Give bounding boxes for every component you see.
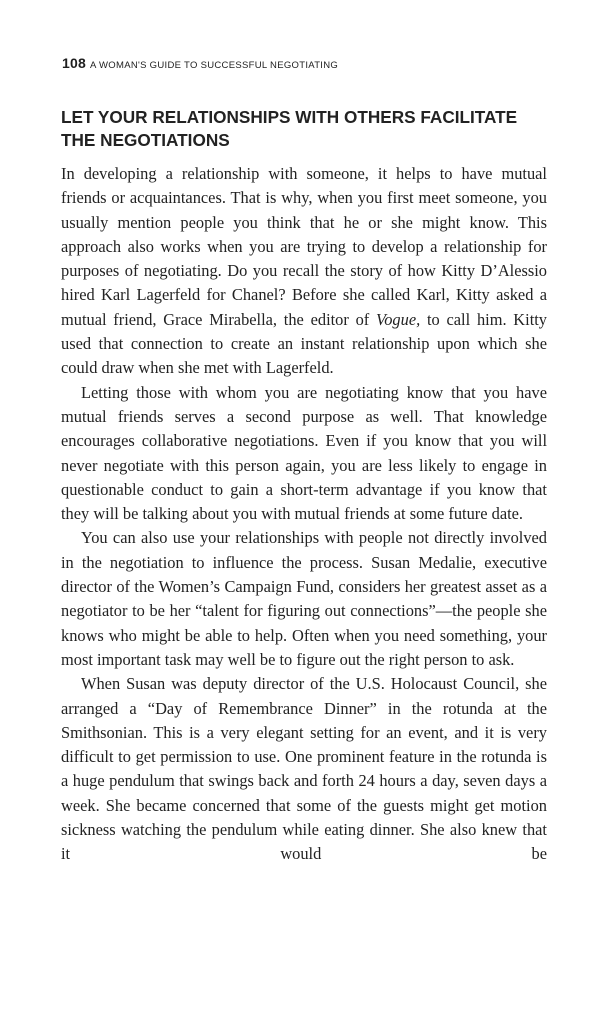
paragraph-1-text: In developing a relationship with someone, it helps to have mutual friends or acquaintances. That is why, when you first meet someone, you usually mention people you think that he or she might know. This approach also works when you are trying to develop a relationship for purposes of negotiating. Do you recall the story of how Kitty D’Alessio hired Karl Lagerfeld for Chanel? Before she called Karl, Kitty asked a mutual friend, Grace Mirabella, the editor of [61,164,547,329]
paragraph-4: When Susan was deputy director of the U.S. Holocaust Council, she arranged a “Day of Remembrance Dinner” in the rotunda at the Smithsonian. This is a very elegant setting for an event, and it is very difficult to get permission to use. One prominent feature in the rotunda is a huge pendulum that swings back and forth 24 hours a day, seven days a week. She became concerned that some of the guests might get motion sickness watching the pendulum while eating dinner. She also knew that it would be [61,674,547,864]
section-heading-line-1: LET YOUR RELATIONSHIPS WITH OTHERS FACILITATE [61,107,518,127]
paragraph-3: You can also use your relationships with people not directly involved in the negotiation to influence the process. Susan Medalie, executive director of the Women’s Campaign Fund, considers her greatest asset as a negotiator to be her “talent for figuring out connections”—the people she knows who might be able to help. Often when you need something, your most important task may well be to figure out the right person to ask. [61,528,547,669]
section-heading [61,106,551,152]
paragraph-1-text-end: to call him. Kitty used that connection to create an instant relationship upon which she could draw when she met with Lagerfeld. [61,309,548,378]
body-text [61,162,547,867]
magazine-title: Vogue, [376,309,421,329]
running-head [62,55,552,73]
paragraph-2: Letting those with whom you are negotiating know that you have mutual friends serves a second purpose as well. That knowledge encourages collaborative negotiations. Even if you know that you will never negotiate with this person again, you are less likely to engage in questionable conduct to gain a short-term advantage if you know that they will be talking about you with mutual friends at some future date. [61,382,547,524]
section-heading-line-2: THE NEGOTIATIONS [61,130,230,150]
page-number: 108 [62,55,86,71]
book-title: A WOMAN'S GUIDE TO SUCCESSFUL NEGOTIATING [89,60,339,71]
paragraph-1 [61,162,547,381]
